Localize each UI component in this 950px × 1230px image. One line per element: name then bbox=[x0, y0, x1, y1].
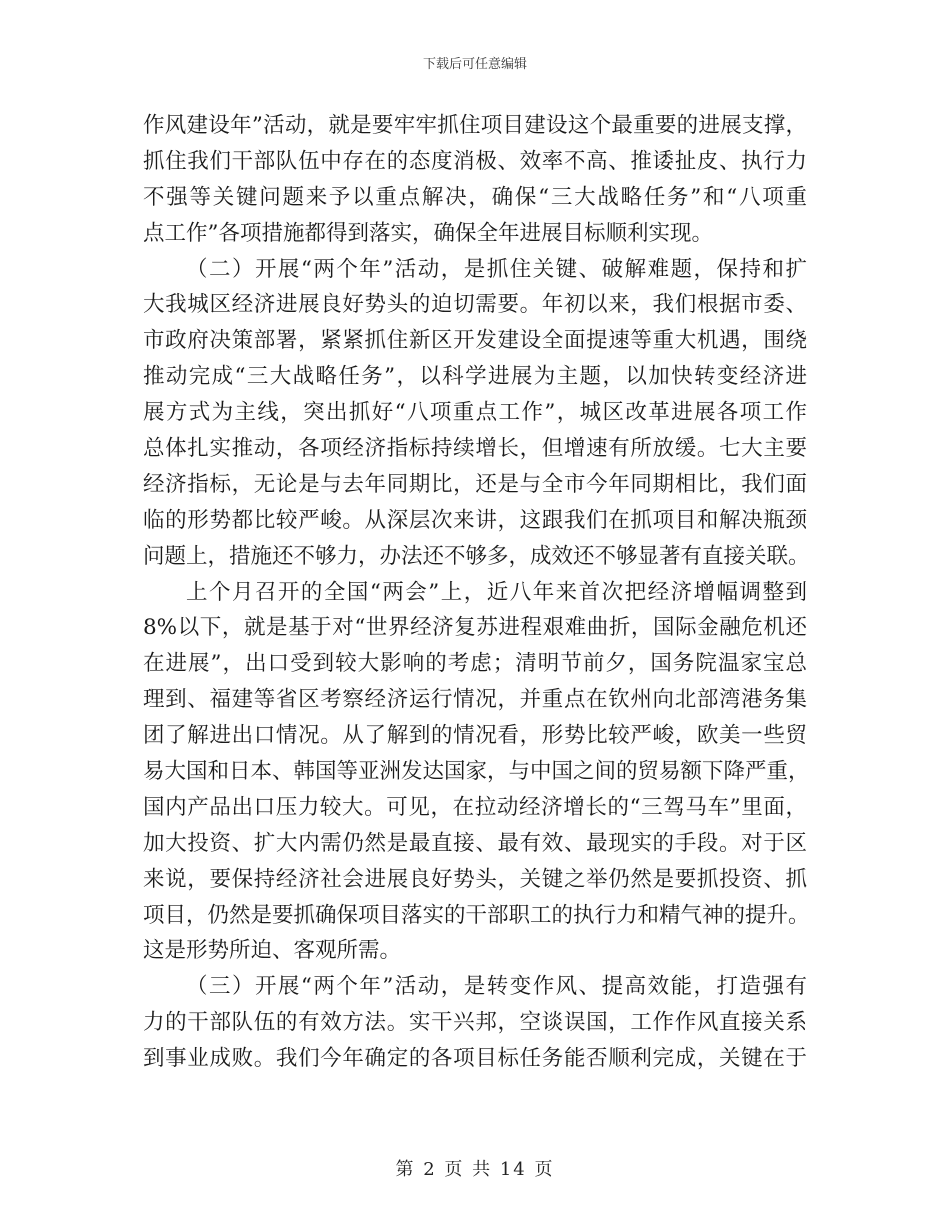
text-line: 问题上，措施还不够力，办法还不够多，成效还不够显著有直接关联。 bbox=[143, 543, 810, 569]
document-body bbox=[143, 108, 810, 1077]
text-line: 临的形势都比较严峻。从深层次来讲，这跟我们在抓项目和解决瓶颈 bbox=[143, 507, 807, 533]
page-footer: 第 2 页 共 14 页 bbox=[395, 1159, 555, 1180]
text-line: 上个月召开的全国“两会”上，近八年来首次把经济增幅调整到 bbox=[186, 579, 807, 605]
text-line: 理到、福建等省区考察经济运行情况，并重点在钦州向北部湾港务集 bbox=[143, 687, 807, 713]
text-line: （三）开展“两个年”活动，是转变作风、提高效能，打造强有 bbox=[186, 974, 807, 1000]
text-line: 大我城区经济进展良好势头的迫切需要。年初以来，我们根据市委、 bbox=[143, 292, 807, 318]
text-line: 国内产品出口压力较大。可见，在拉动经济增长的“三驾马车”里面， bbox=[143, 794, 807, 820]
text-line: 8%以下，就是基于对“世界经济复苏进程艰难曲折，国际金融危机还 bbox=[143, 615, 807, 641]
paragraph bbox=[143, 969, 807, 1077]
paragraph bbox=[143, 252, 810, 575]
text-line: 这是形势所迫、客观所需。 bbox=[143, 938, 402, 964]
text-line: 在进展”，出口受到较大影响的考虑；清明节前夕，国务院温家宝总 bbox=[143, 651, 807, 677]
text-line: 到事业成败。我们今年确定的各项目标任务能否顺利完成，关键在于 bbox=[143, 1046, 807, 1072]
text-line: 来说，要保持经济社会进展良好势头，关键之举仍然是要抓投资、抓 bbox=[143, 866, 807, 892]
text-line: 推动完成“三大战略任务”，以科学进展为主题，以加快转变经济进 bbox=[143, 364, 807, 390]
paragraph bbox=[143, 108, 807, 252]
text-line: 团了解进出口情况。从了解到的情况看，形势比较严峻，欧美一些贸 bbox=[143, 723, 807, 749]
text-line: 抓住我们干部队伍中存在的态度消极、效率不高、推诿扯皮、执行力 bbox=[143, 148, 807, 174]
text-line: 作风建设年”活动，就是要牢牢抓住项目建设这个最重要的进展支撑， bbox=[143, 113, 807, 138]
text-line: 项目，仍然是要抓确保项目落实的干部职工的执行力和精气神的提升。 bbox=[143, 902, 810, 928]
text-line: 加大投资、扩大内需仍然是最直接、最有效、最现实的手段。对于区 bbox=[143, 830, 807, 856]
paragraph bbox=[143, 575, 810, 970]
text-line: 展方式为主线，突出抓好“八项重点工作”，城区改革进展各项工作 bbox=[143, 400, 807, 426]
text-line: 点工作”各项措施都得到落实，确保全年进展目标顺利实现。 bbox=[143, 220, 713, 246]
text-line: 力的干部队伍的有效方法。实干兴邦，空谈误国，工作作风直接关系 bbox=[143, 1010, 807, 1036]
text-line: 不强等关键问题来予以重点解决，确保“三大战略任务”和“八项重 bbox=[143, 184, 807, 210]
page-header: 下载后可任意编辑 bbox=[422, 57, 527, 72]
text-line: 市政府决策部署，紧紧抓住新区开发建设全面提速等重大机遇，围绕 bbox=[143, 328, 807, 354]
text-line: （二）开展“两个年”活动，是抓住关键、破解难题，保持和扩 bbox=[186, 256, 807, 282]
text-line: 易大国和日本、韩国等亚洲发达国家，与中国之间的贸易额下降严重， bbox=[143, 759, 810, 785]
text-line: 总体扎实推动，各项经济指标持续增长，但增速有所放缓。七大主要 bbox=[143, 436, 807, 462]
text-line: 经济指标，无论是与去年同期比，还是与全市今年同期相比，我们面 bbox=[143, 471, 807, 497]
